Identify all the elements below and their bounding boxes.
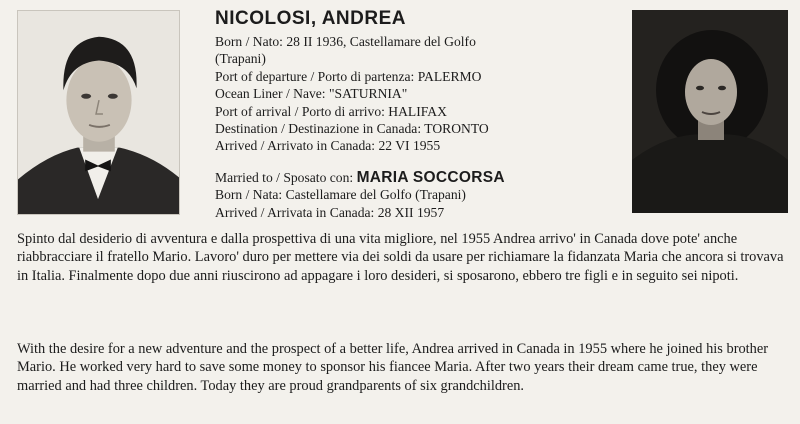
spouse-born: Born / Nata: Castellamare del Golfo (Trapani) xyxy=(215,187,466,203)
spouse-name: MARIA SOCCORSA xyxy=(356,168,505,186)
spouse-arrival-date: Arrived / Arrivata in Canada: 28 XII 1957 xyxy=(215,204,445,220)
arrival-date: Arrived / Arrivato in Canada: 22 VI 1955 xyxy=(215,138,441,154)
ocean-liner: Ocean Liner / Nave: "SATURNIA" xyxy=(215,86,408,102)
story-english: With the desire for a new adventure and the prospect of a better life, Andrea arrived in Canada in 1955 where he joined his brother Mario. He worked very hard to save some money to sponsor his fiancee Maria. After two years their dream came true, they were married and had three children. Today they are proud grandparents of six grandchildren. xyxy=(17,341,769,394)
married-to-label: Married to / Sposato con: xyxy=(215,169,357,185)
born-line: Born / Nato: 28 II 1936, Castellamare del Golfo xyxy=(215,34,476,49)
portrait-maria xyxy=(632,10,788,213)
born-province: (Trapani) xyxy=(215,51,266,67)
port-of-departure: Port of departure / Porto di partenza: PALERMO xyxy=(215,68,482,84)
portrait-andrea xyxy=(17,10,180,215)
person-name: NICOLOSI, ANDREA xyxy=(215,8,406,29)
immigration-details xyxy=(215,8,625,221)
destination: Destination / Destinazione in Canada: TORONTO xyxy=(215,121,489,137)
married-to-line xyxy=(215,169,625,186)
port-of-arrival: Port of arrival / Porto di arrivo: HALIFAX xyxy=(215,103,447,119)
story-italian: Spinto dal desiderio di avventura e dalla prospettiva di una vita migliore, nel 1955 Andrea arrivo' in Canada dove pote' anche riabbracciare il fratello Mario. Lavoro' duro per mettere via dei soldi da usare per richiamare la fidanzata Maria che ancora si trovava in Italia. Finalmente dopo due anni riuscirono ad appagare i loro desideri, si sposarono, ebbero tre figli e in seguito sei nipoti. xyxy=(17,231,784,284)
